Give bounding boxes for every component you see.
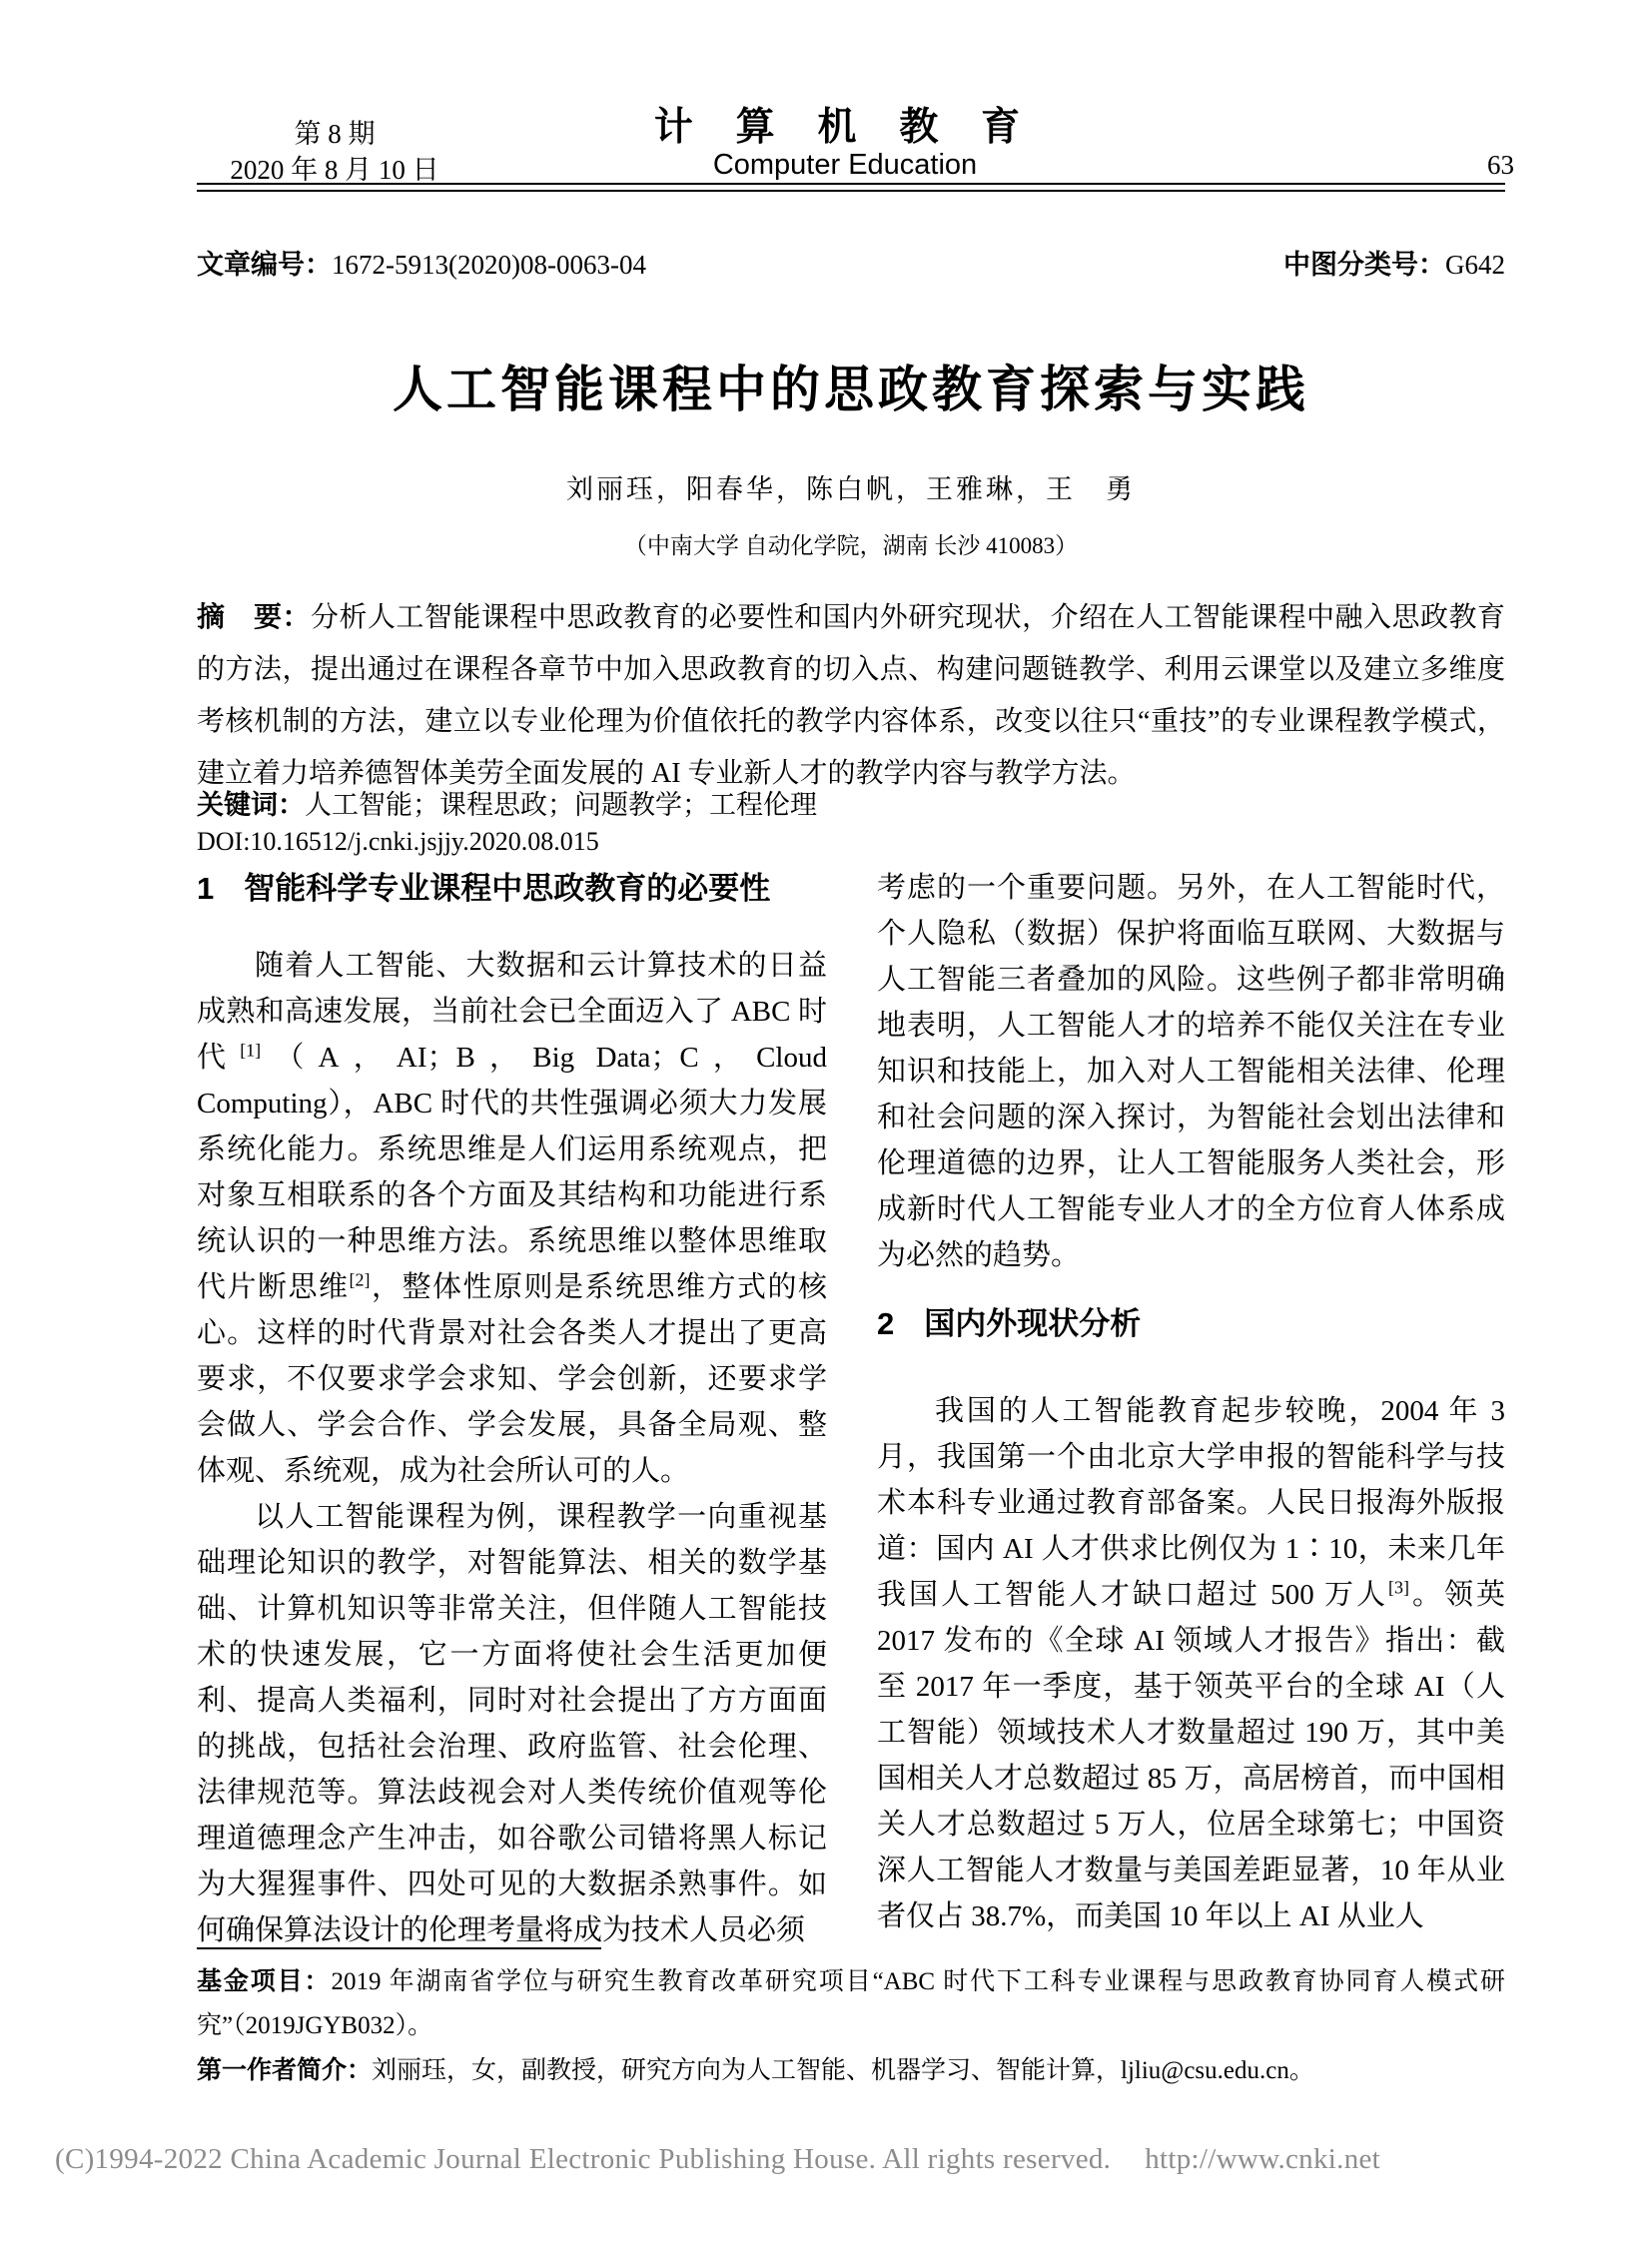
clc-number (1283, 243, 1505, 282)
clc-value: G642 (1445, 250, 1505, 280)
first-author-label: 第一作者简介： (197, 2056, 373, 2084)
copyright-text: (C)1994-2022 China Academic Journal Electronic Publishing House. All rights reserved. (55, 2143, 1112, 2175)
citation-ref-3: [3] (1388, 1577, 1409, 1598)
section1-paragraph1 (197, 943, 827, 1494)
first-author-text: 刘丽珏，女，副教授，研究方向为人工智能、机器学习、智能计算，ljliu@csu.edu.cn。 (372, 2057, 1314, 2084)
citation-ref-1: [1] (240, 1040, 262, 1061)
section1-title: 智能科学专业课程中思政教育的必要性 (244, 871, 771, 906)
section1-p1-seg2: （A，AI；B，Big Data；C，Cloud Computing），ABC 时代的共性强调必须大力发展系统化能力。系统思维是人们运用系统观点，把对象互相联系的各个方面及其结构和功能进行系统认识的一种思维方法。系统思维以整体思维取代片断思维 (197, 1042, 827, 1303)
section1-paragraph2: 以人工智能课程为例，课程教学一向重视基础理论知识的教学，对智能算法、相关的数学基础、计算机知识等非常关注，但伴随人工智能技术的快速发展，它一方面将使社会生活更加便利、提高人类福利，同时对社会提出了方方面面的挑战，包括社会治理、政府监管、社会伦理、法律规范等。算法歧视会对人类传统价值观等伦理道德理念产生冲击，如谷歌公司错将黑人标记为大猩猩事件、四处可见的大数据杀熟事件。如何确保算法设计的伦理考量将成为技术人员必须 (197, 1501, 827, 1946)
first-author-note (197, 2048, 1505, 2093)
header-divider (197, 183, 1505, 192)
page-number: 63 (1487, 150, 1514, 180)
section2-paragraph1 (877, 1388, 1505, 1939)
footnote-divider (197, 1947, 601, 1949)
abstract (197, 591, 1505, 800)
funding-text: 2019 年湖南省学位与研究生教育改革研究项目“ABC 时代下工科专业课程与思政教育协同育人模式研究”（2019JGYB032）。 (197, 1968, 1505, 2039)
clc-label: 中图分类号： (1283, 250, 1445, 280)
issue-number: 第 8 期 (294, 119, 376, 149)
issue-date: 2020 年 8 月 10 日 (230, 155, 439, 185)
right-column (877, 865, 1505, 1939)
cnki-copyright (55, 2143, 1613, 2176)
article-number-label: 文章编号： (197, 250, 332, 280)
section1-number: 1 (197, 871, 215, 906)
keywords (197, 783, 1505, 822)
article-meta-row (197, 243, 1505, 282)
keywords-label: 关键词： (197, 790, 305, 820)
article-number (197, 243, 646, 282)
journal-title-english: Computer Education (712, 149, 978, 181)
section1-p1-seg1: 随着人工智能、大数据和云计算技术的日益成熟和高速发展，当前社会已全面迈入了 ABC 时代 (197, 950, 827, 1074)
footnotes (197, 1959, 1505, 2093)
cnki-url: http://www.cnki.net (1145, 2143, 1381, 2175)
journal-title-chinese: 计 算 机 教 育 (653, 106, 1037, 149)
abstract-label: 摘 要： (197, 601, 311, 632)
keywords-text: 人工智能；课程思政；问题教学；工程伦理 (305, 790, 817, 820)
section2-heading (877, 1300, 1505, 1348)
section2-number: 2 (877, 1306, 895, 1341)
abstract-text: 分析人工智能课程中思政教育的必要性和国内外研究现状，介绍在人工智能课程中融入思政教育的方法，提出通过在课程各章节中加入思政教育的切入点、构建问题链教学、利用云课堂以及建立多维度考核机制的方法，建立以专业伦理为价值依托的教学内容体系，改变以往只“重技”的专业课程教学模式，建立着力培养德智体美劳全面发展的 AI 专业新人才的教学内容与教学方法。 (197, 602, 1505, 789)
section1-p1-seg3: ，整体性原则是系统思维方式的核心。这样的时代背景对社会各类人才提出了更高要求，不仅要求学会求知、学会创新，还要求学会做人、学会合作、学会发展，具备全局观、整体观、系统观，成为社会所认可的人。 (197, 1271, 827, 1487)
doi: DOI:10.16512/j.cnki.jsjjy.2020.08.015 (197, 827, 599, 856)
section2-p1-seg2: 。领英 2017 发布的《全球 AI 领域人才报告》指出：截至 2017 年一季度，基于领英平台的全球 AI（人工智能）领域技术人才数量超过 190 万，其中美国相关人才总数超过 85 万，高居榜首，而中国相关人才总数超过 5 万人，位居全球第七；中国资深人工智能人才数量与美国差距显著，10 年从业者仅占 38.7%，而美国 10 年以上 AI 从业人 (877, 1579, 1505, 1932)
section2-title: 国内外现状分析 (924, 1306, 1142, 1341)
article-number-value: 1672-5913(2020)08-0063-04 (332, 250, 646, 280)
left-column (197, 865, 827, 1953)
author-list: 刘丽珏，阳春华，陈白帆，王雅琳，王 勇 (566, 474, 1136, 504)
author-affiliation: （中南大学 自动化学院，湖南 长沙 410083） (623, 533, 1079, 558)
citation-ref-2: [2] (349, 1269, 371, 1290)
section1-paragraph2-continuation: 考虑的一个重要问题。另外，在人工智能时代，个人隐私（数据）保护将面临互联网、大数据与人工智能三者叠加的风险。这些例子都非常明确地表明，人工智能人才的培养不能仅关注在专业知识和技能上，加入对人工智能相关法律、伦理和社会问题的深入探讨，为智能社会划出法律和伦理道德的边界，让人工智能服务人类社会，形成新时代人工智能专业人才的全方位育人体系成为必然的趋势。 (877, 872, 1505, 1271)
funding-note (197, 1959, 1505, 2048)
section2-p1-seg1: 我国的人工智能教育起步较晚，2004 年 3 月，我国第一个由北京大学申报的智能科学与技术本科专业通过教育部备案。人民日报海外版报道：国内 AI 人才供求比例仅为 1∶10，未来几年我国人工智能人才缺口超过 500 万人 (877, 1395, 1505, 1611)
paper-title: 人工智能课程中的思政教育探索与实践 (393, 361, 1309, 417)
section1-heading (197, 865, 827, 913)
funding-label: 基金项目： (197, 1967, 332, 1995)
